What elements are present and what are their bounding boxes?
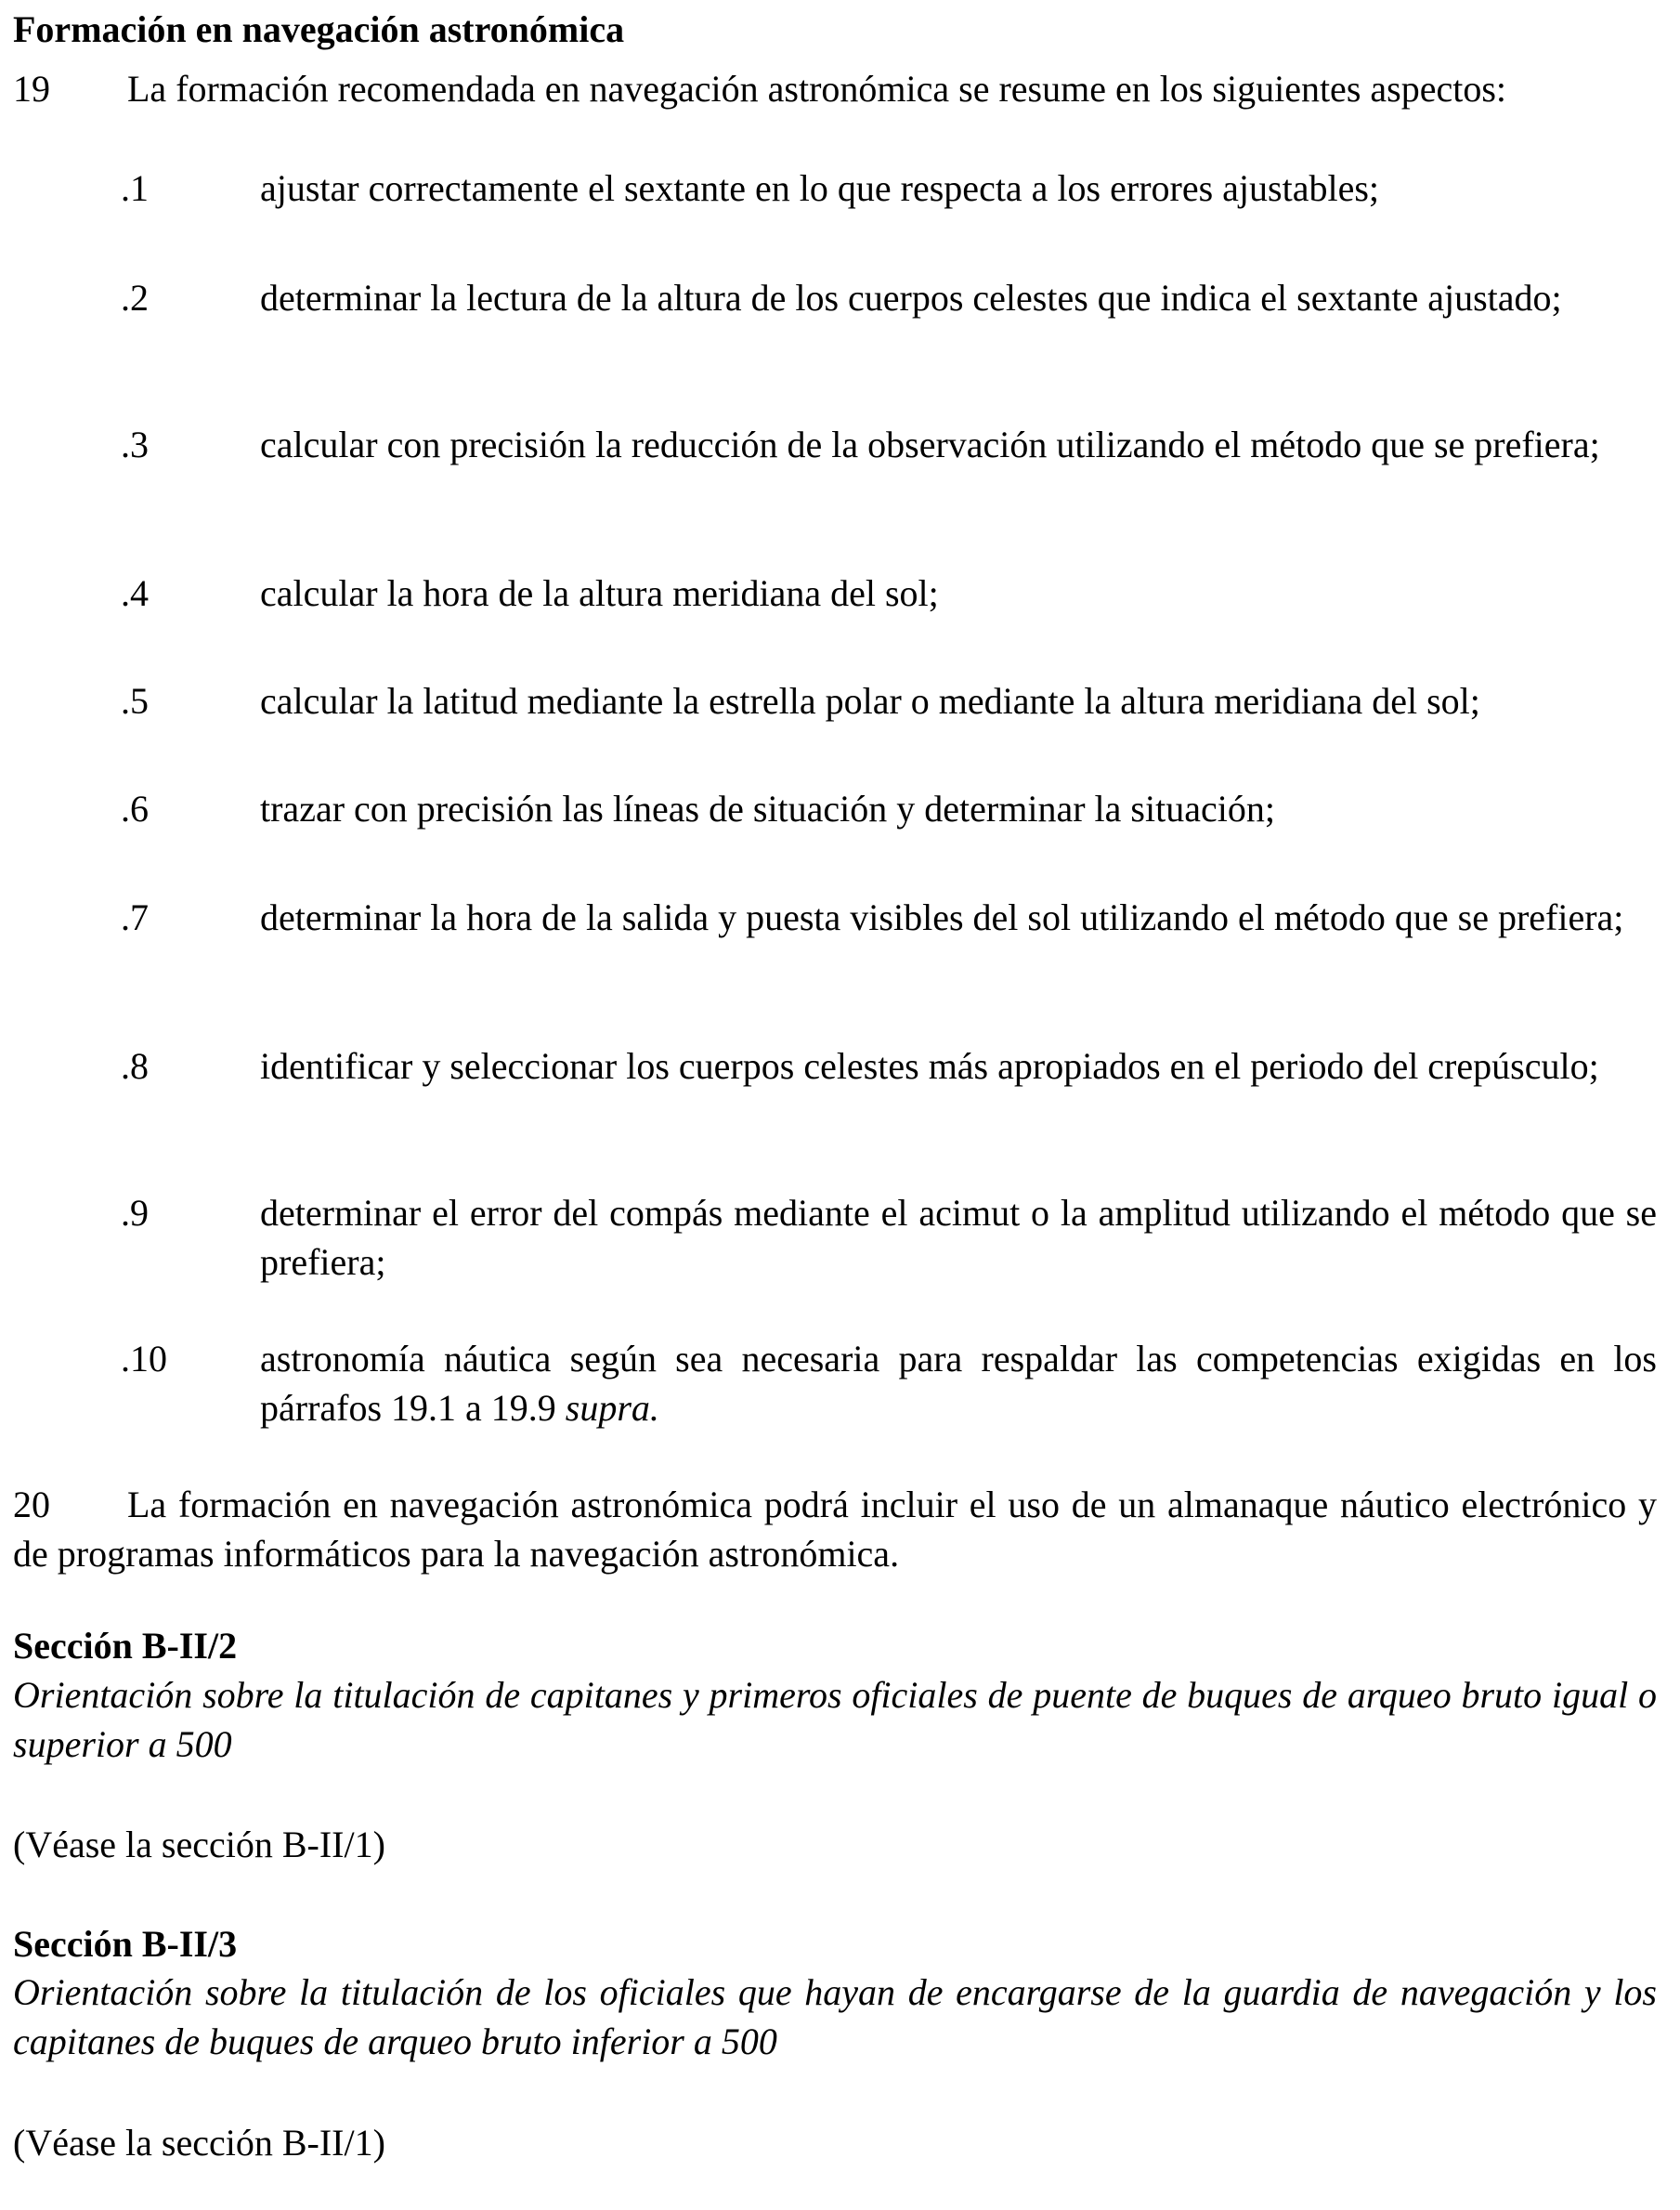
section-subtitle: Orientación sobre la titulación de capitanes y primeros oficiales de puente de buques de arqueo bruto igual o superior a 500 xyxy=(13,1674,1657,1765)
list-item-number: .5 xyxy=(121,680,149,722)
list-item-number: .7 xyxy=(121,896,149,938)
section-reference: (Véase la sección B-II/1) xyxy=(13,1824,385,1865)
list-item-text: calcular con precisión la reducción de la observación utilizando el método que se prefiera; xyxy=(260,424,1600,465)
list-item-text: identificar y seleccionar los cuerpos celestes más apropiados en el periodo del crepúsculo; xyxy=(260,1045,1599,1087)
section-heading: Formación en navegación astronómica xyxy=(13,8,625,50)
paragraph-number: 20 xyxy=(13,1484,50,1525)
list-item-number: .4 xyxy=(121,572,149,614)
list-item-text xyxy=(260,1334,1657,1432)
list-item-text: calcular la hora de la altura meridiana del sol; xyxy=(260,572,939,614)
list-item-number: .3 xyxy=(121,424,149,465)
paragraph-number: 19 xyxy=(13,68,50,110)
section-subtitle: Orientación sobre la titulación de los oficiales que hayan de encargarse de la guardia de navegación y los capitanes de buques de arqueo bruto inferior a 500 xyxy=(13,1971,1657,2062)
paragraph-text: La formación en navegación astronómica podrá incluir el uso de un almanaque náutico electrónico y de programas informáticos para la navegación astronómica. xyxy=(13,1484,1657,1575)
list-item-text: trazar con precisión las líneas de situación y determinar la situación; xyxy=(260,788,1275,830)
list-item-number: .6 xyxy=(121,788,149,830)
list-item-number: .10 xyxy=(121,1338,167,1380)
list-item-number: .1 xyxy=(121,167,149,209)
paragraph-19 xyxy=(13,64,1657,113)
list-item-text-italic: supra. xyxy=(565,1387,659,1429)
list-item-text: determinar la hora de la salida y puesta visibles del sol utilizando el método que se prefiera; xyxy=(260,896,1624,938)
list-item-text: determinar el error del compás mediante el acimut o la amplitud utilizando el método que se prefiera; xyxy=(260,1192,1657,1283)
list-item-number: .9 xyxy=(121,1192,149,1234)
section-title: Sección B-II/3 xyxy=(13,1923,238,1965)
paragraph-text: La formación recomendada en navegación astronómica se resume en los siguientes aspectos: xyxy=(127,68,1506,110)
list-item-text: ajustar correctamente el sextante en lo que respecta a los errores ajustables; xyxy=(260,167,1379,209)
list-item-number: .2 xyxy=(121,277,149,319)
list-item-text-main: astronomía náutica según sea necesaria para respaldar las competencias exigidas en los párrafos 19.1 a 19.9 xyxy=(260,1338,1657,1429)
section-title: Sección B-II/2 xyxy=(13,1625,238,1667)
list-item-number: .8 xyxy=(121,1045,149,1087)
list-item-text: determinar la lectura de la altura de los cuerpos celestes que indica el sextante ajustado; xyxy=(260,277,1562,319)
section-reference: (Véase la sección B-II/1) xyxy=(13,2122,385,2164)
list-item-text: calcular la latitud mediante la estrella polar o mediante la altura meridiana del sol; xyxy=(260,680,1480,722)
paragraph-20 xyxy=(13,1480,1657,1578)
